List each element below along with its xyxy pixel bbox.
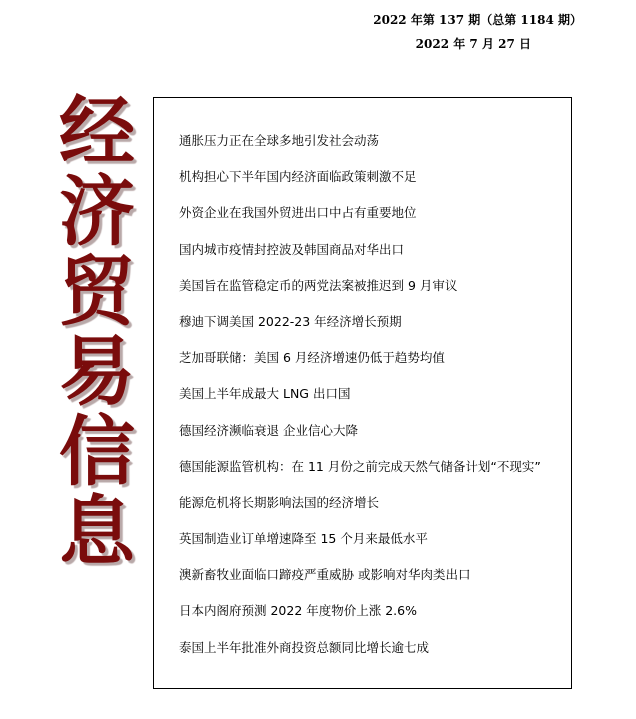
masthead-char: 息	[59, 487, 135, 576]
headline-item[interactable]: 美国上半年成最大 LNG 出口国	[179, 386, 351, 402]
headline-item[interactable]: 德国经济濒临衰退 企业信心大降	[179, 422, 358, 438]
headline-item[interactable]: 芝加哥联储：美国 6 月经济增速仍低于趋势均值	[179, 350, 445, 366]
masthead-char: 经	[59, 87, 135, 176]
headline-item[interactable]: 泰国上半年批准外商投资总额同比增长逾七成	[179, 639, 430, 655]
issue-number: 2022 年第 137 期（总第 1184 期）	[373, 13, 582, 27]
headline-list	[179, 133, 541, 676]
masthead-char: 信	[59, 407, 135, 496]
headline-item[interactable]: 美国旨在监管稳定币的两党法案被推迟到 9 月审议	[179, 277, 458, 293]
headline-item[interactable]: 外资企业在我国外贸进出口中占有重要地位	[179, 205, 417, 221]
masthead-char: 济	[59, 167, 135, 256]
headline-item[interactable]: 澳新畜牧业面临口蹄疫严重威胁 或影响对华肉类出口	[179, 567, 471, 583]
masthead-char: 贸	[59, 247, 135, 336]
headline-item[interactable]: 德国能源监管机构：在 11 月份之前完成天然气储备计划“不现实”	[179, 458, 541, 474]
issue-date: 2022 年 7 月 27 日	[415, 37, 531, 51]
masthead-char: 易	[59, 327, 135, 416]
headline-item[interactable]: 英国制造业订单增速降至 15 个月来最低水平	[179, 531, 428, 547]
headline-item[interactable]: 国内城市疫情封控波及韩国商品对华出口	[179, 241, 405, 257]
headline-item[interactable]: 穆迪下调美国 2022-23 年经济增长预期	[179, 313, 402, 329]
headline-item[interactable]: 能源危机将长期影响法国的经济增长	[179, 494, 380, 510]
headline-item[interactable]: 日本内阁府预测 2022 年度物价上涨 2.6%	[179, 603, 417, 619]
headline-item[interactable]: 通胀压力正在全球多地引发社会动荡	[179, 133, 380, 148]
contents-box	[153, 97, 572, 689]
headline-item[interactable]: 机构担心下半年国内经济面临政策刺激不足	[179, 169, 417, 185]
masthead-title	[44, 87, 150, 576]
